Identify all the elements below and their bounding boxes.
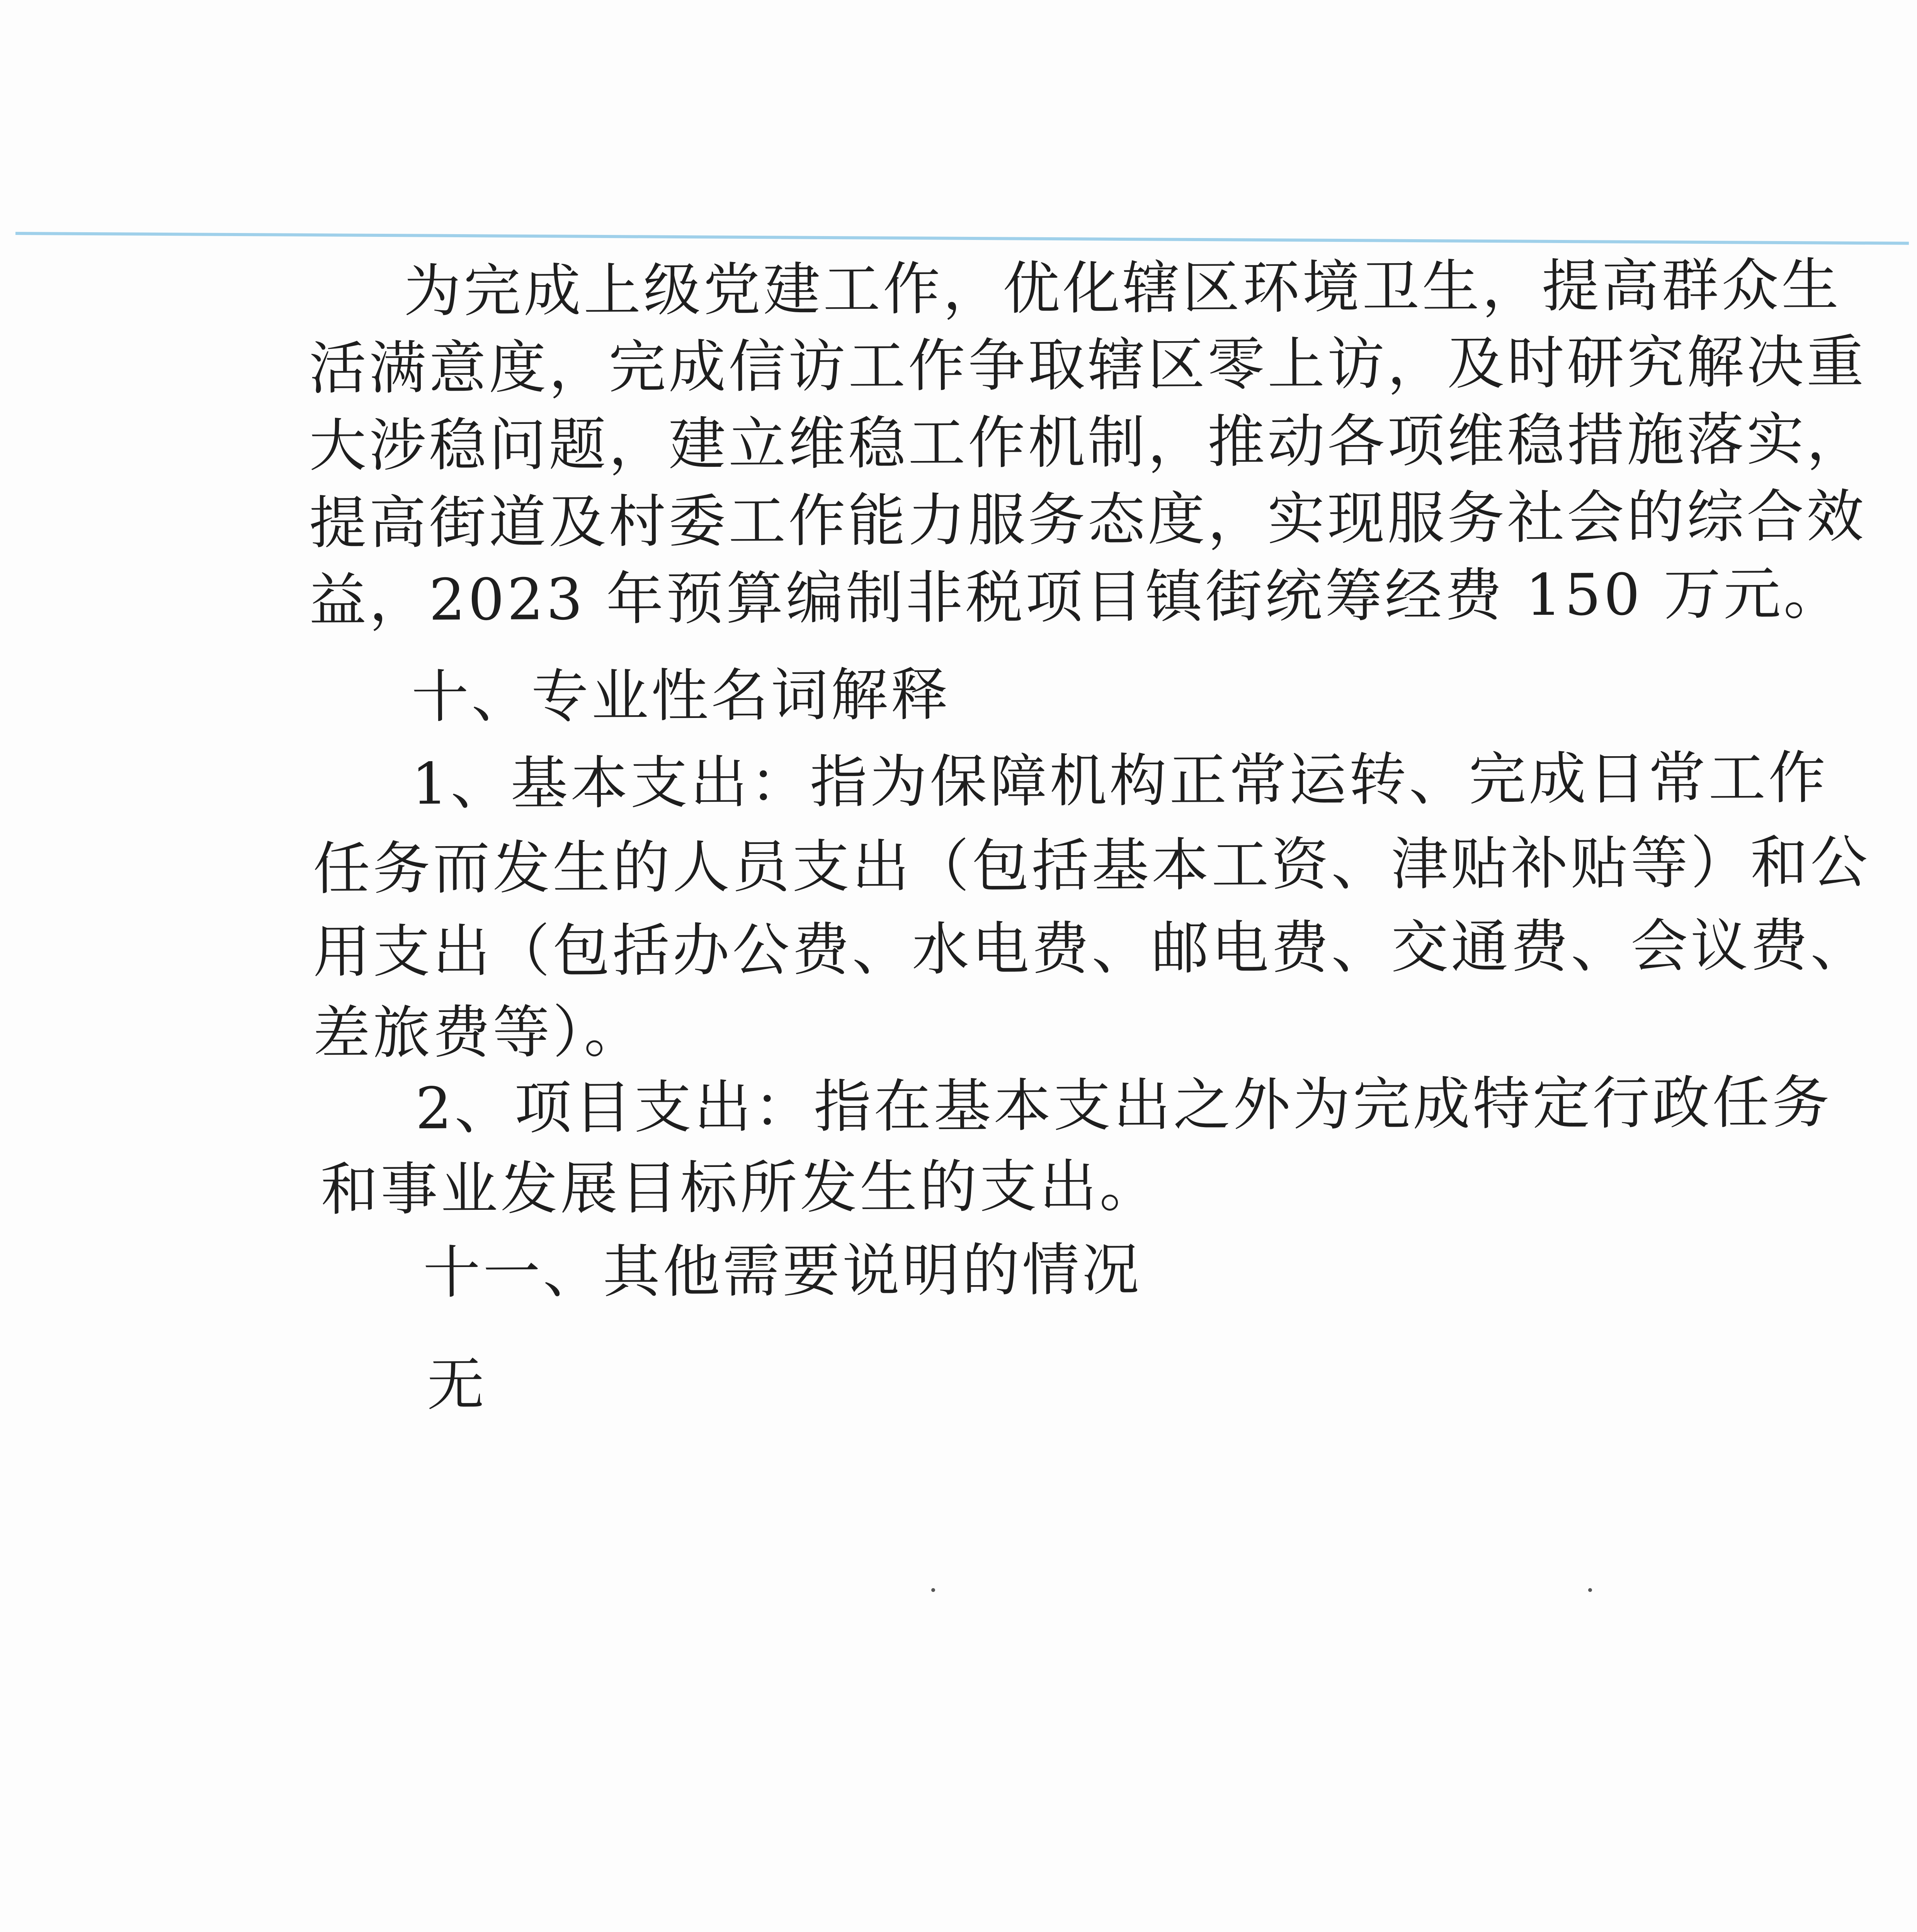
paragraph-line: 大涉稳问题，建立维稳工作机制，推动各项维稳措施落实， <box>309 406 1867 479</box>
scan-speck <box>931 1588 935 1592</box>
paragraph-line: 1、基本支出：指为保障机构正常运转、完成日常工作 <box>411 745 1829 817</box>
paragraph-line: 用支出（包括办公费、水电费、邮电费、交通费、会议费、 <box>313 912 1871 985</box>
paragraph-line: 提高街道及村委工作能力服务态度，实现服务社会的综合效 <box>309 483 1867 556</box>
paragraph-line: 益，2023 年预算编制非税项目镇街统筹经费 150 万元。 <box>309 560 1844 634</box>
paragraph-line: 任务而发生的人员支出（包括基本工资、津贴补贴等）和公 <box>313 829 1871 902</box>
paragraph-line: 2、项目支出：指在基本支出之外为完成特定行政任务 <box>415 1069 1832 1142</box>
paragraph-line: 和事业发展目标所发生的支出。 <box>320 1153 1160 1223</box>
section-heading: 十、专业性名词解释 <box>411 661 951 730</box>
section-heading: 十一、其他需要说明的情况 <box>423 1236 1142 1306</box>
paragraph-line: 活满意度，完成信访工作争取辖区零上访，及时研究解决重 <box>309 328 1867 402</box>
scan-artifact-line <box>15 232 1909 245</box>
paragraph-line: 为完成上级党建工作，优化辖区环境卫生，提高群众生 <box>403 252 1842 325</box>
paragraph-line: 差旅费等）。 <box>313 998 644 1066</box>
scan-speck <box>1588 1588 1592 1592</box>
paragraph-line: 无 <box>427 1351 487 1418</box>
